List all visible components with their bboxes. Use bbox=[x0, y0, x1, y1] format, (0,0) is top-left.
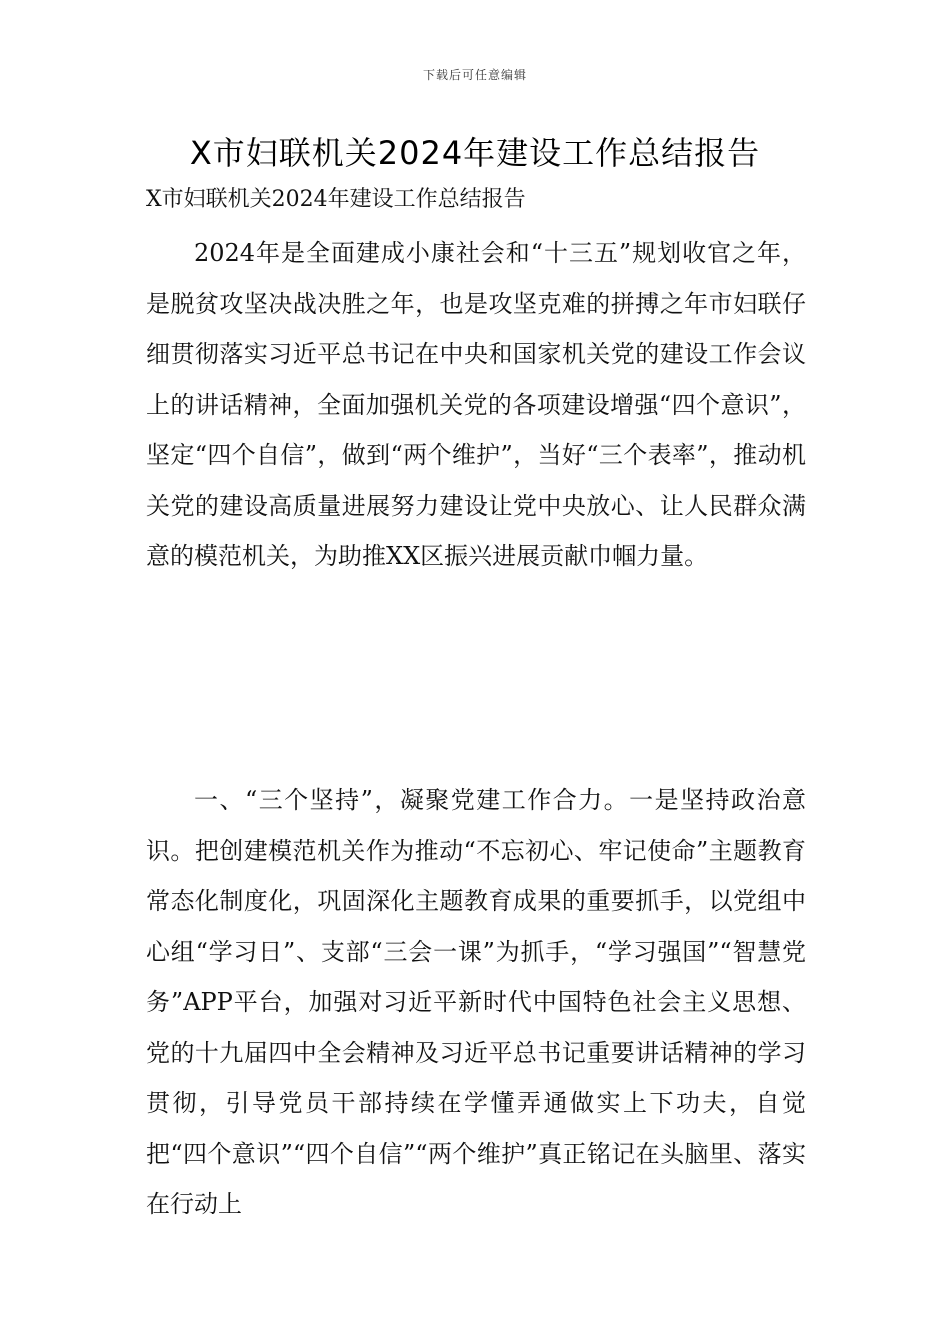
paragraph-intro: 2024年是全面建成小康社会和“十三五”规划收官之年，是脱贫攻坚决战决胜之年，也是攻坚克难的拼搏之年市妇联仔细贯彻落实习近平总书记在中央和国家机关党的建设工作会议上的讲话精神，全面加强机关党的各项建设增强“四个意识”，坚定“四个自信”，做到“两个维护”，当好“三个表率”，推动机关党的建设高质量进展努力建设让党中央放心、让人民群众满意的模范机关，为助推XX区振兴进展贡献巾帼力量。 bbox=[146, 239, 806, 570]
document-title: X市妇联机关2024年建设工作总结报告 bbox=[189, 134, 761, 172]
document-subtitle: X市妇联机关2024年建设工作总结报告 bbox=[146, 187, 526, 212]
header-note: 下载后可任意编辑 bbox=[422, 68, 527, 82]
paragraph-section-one: 一、“三个坚持”，凝聚党建工作合力。一是坚持政治意识。把创建模范机关作为推动“不忘初心、牢记使命”主题教育常态化制度化，巩固深化主题教育成果的重要抓手，以党组中心组“学习日”、支部“三会一课”为抓手，“学习强国”“智慧党务”APP平台，加强对习近平新时代中国特色社会主义思想、党的十九届四中全会精神及习近平总书记重要讲话精神的学习贯彻，引导党员干部持续在学懂弄通做实上下功夫，自觉把“四个意识”“四个自信”“两个维护”真正铭记在头脑里、落实在行动上 bbox=[146, 786, 806, 1218]
